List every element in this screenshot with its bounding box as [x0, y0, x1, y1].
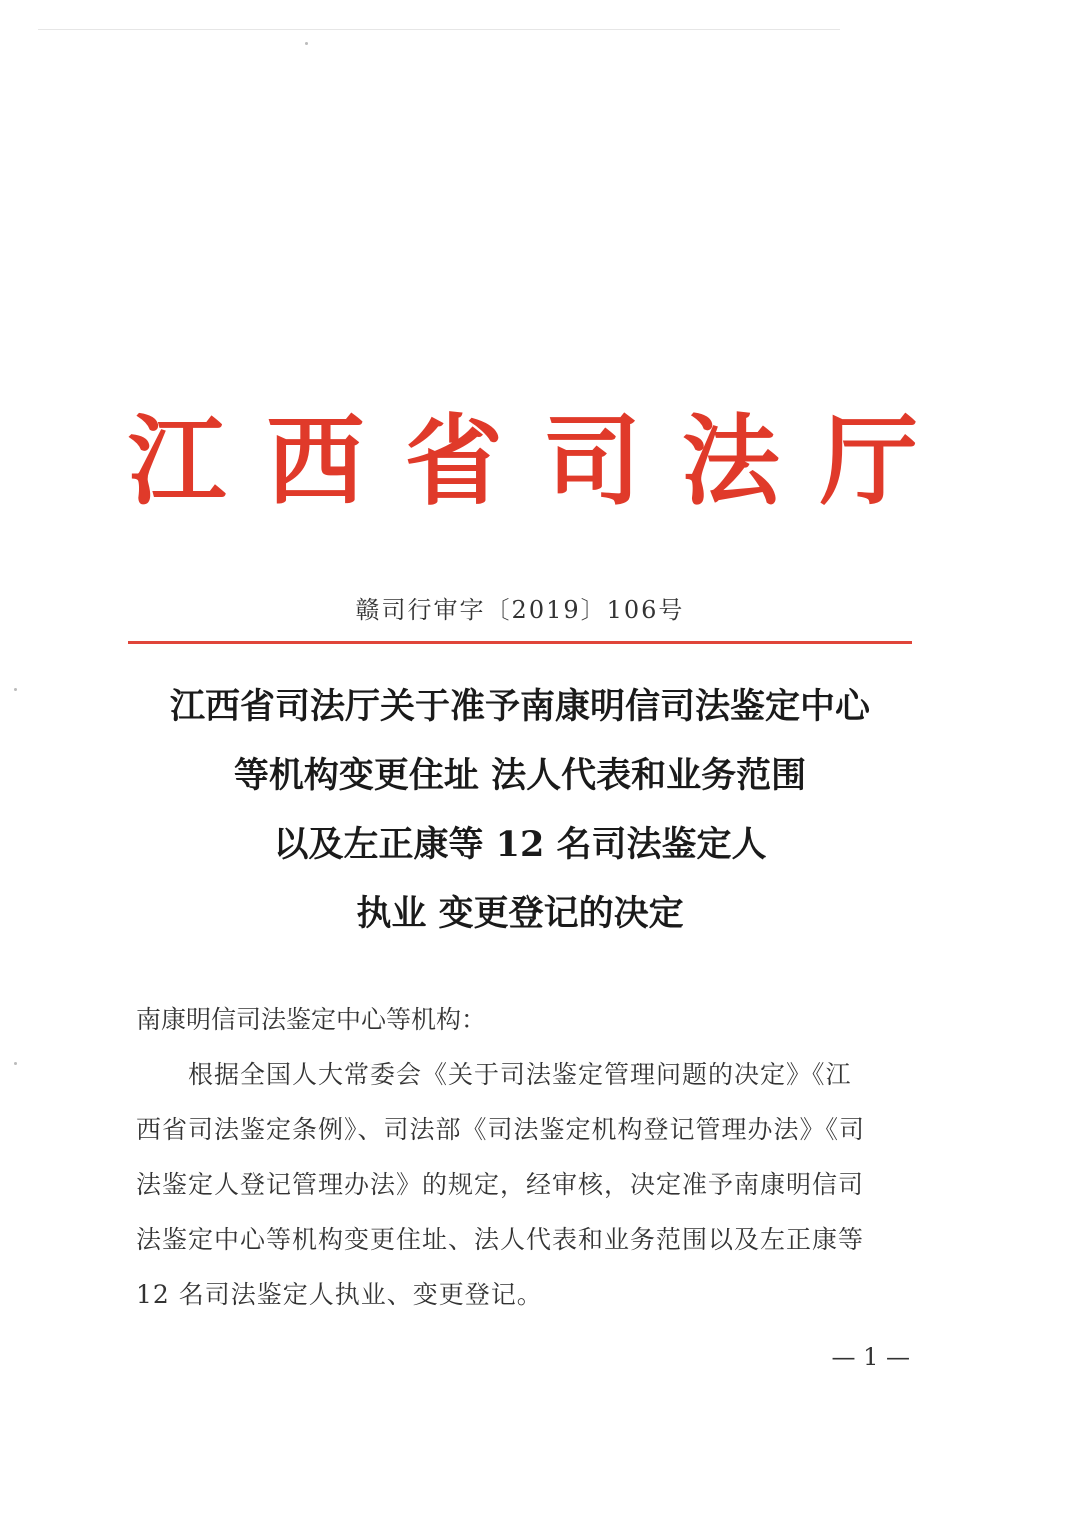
letterhead-char: 西 [266, 405, 365, 519]
scan-speck [14, 1062, 17, 1065]
body-line: 12 名司法鉴定人执业、变更登记。 [136, 1280, 543, 1309]
red-separator-line [128, 641, 912, 644]
letterhead-char: 法 [681, 405, 780, 519]
letterhead-char: 省 [404, 405, 503, 519]
title-line: 等机构变更住址 法人代表和业务范围 [233, 755, 807, 796]
scan-speck [305, 42, 308, 45]
document-body [136, 992, 916, 1322]
scan-top-edge-line [38, 29, 840, 30]
scan-speck [14, 688, 17, 691]
title-line: 江西省司法厅关于准予南康明信司法鉴定中心 [169, 686, 870, 727]
letterhead-char: 江 [128, 405, 227, 519]
document-number: 赣司行审字〔2019〕106号 [355, 596, 685, 624]
body-line: 法鉴定中心等机构变更住址、法人代表和业务范围以及左正康等 [136, 1225, 865, 1254]
body-line: 根据全国人大常委会《关于司法鉴定管理问题的决定》《江 [188, 1060, 852, 1089]
letterhead-char: 厅 [819, 405, 918, 519]
title-line: 以及左正康等 12 名司法鉴定人 [273, 824, 767, 865]
document-title [110, 672, 930, 948]
page-number: — 1 — [831, 1343, 910, 1371]
title-line: 执业 变更登记的决定 [356, 893, 684, 934]
salutation: 南康明信司法鉴定中心等机构： [136, 1005, 487, 1034]
body-line: 法鉴定人登记管理办法》的规定，经审核，决定准予南康明信司 [136, 1170, 865, 1199]
letterhead-char: 司 [543, 405, 642, 519]
letterhead [128, 400, 918, 524]
body-line: 西省司法鉴定条例》、司法部《司法鉴定机构登记管理办法》《司 [136, 1115, 866, 1144]
